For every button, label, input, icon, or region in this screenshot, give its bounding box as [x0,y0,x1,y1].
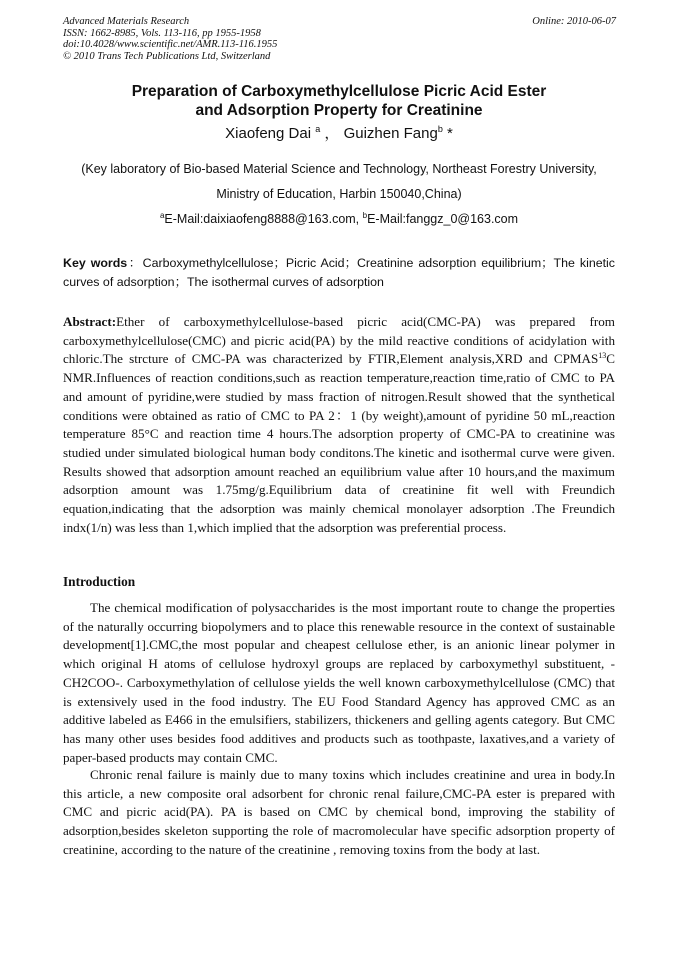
journal-name: Advanced Materials Research [63,16,190,27]
journal-header [63,16,616,62]
introduction-paragraph-2: Chronic renal failure is mainly due to many toxins which includes creatinine and urea in body.In this article, a new composite oral adsorbent for chronic renal failure,CMC-PA ester is prepared with CMC and picric acid(PA). PA is based on CMC by chemical bond, improving the stability of adsorption,besides skeleton supporting the role of macromolecular have specific adsorption property of creatinine, according to the nature of the creatinine , removing toxins from the body at last. [63,767,615,857]
introduction-heading: Introduction [63,574,136,589]
abstract-label: Abstract: [63,314,117,329]
author-2: Guizhen Fang [343,125,438,142]
online-date: Online: 2010-06-07 [532,16,616,27]
author-list [40,125,638,143]
abstract-text-2: C NMR.Influences of reaction conditions,such as reaction temperature,reaction time,ratio of CMC to PA and amount of pyridine,were studied by mass fraction of nitrogen.Result showed that the synthetical conditions were obtained as ratio of CMC to PA 2：1 (by weight),amount of pyridine 50 mL,reaction temperature 85°C and reaction time 4 hours.The adsorption property of CMC-PA to creatinine was studied under simulated biological human body conditons.The kinetic and isothermal curve were given. Results showed that adsorption amount reached an equilibrium value after 10 hours,and the maximum adsorption amount was 1.75mg/g.Equilibrium data of creatinine fit well with Freundich equation,indicating that the adsorption was mainly chemical monolayer adsorption .The Freundich indx(1/n) was less than 1,which implied that the adsorption was preferential process. [63,351,615,535]
keywords-label: Key words [63,256,128,270]
email-a-superscript: a [159,211,165,220]
keywords-block [63,254,615,292]
corresponding-mark: * [447,125,453,142]
abstract-text-1: Ether of carboxymethylcellulose-based picric acid(CMC-PA) was prepared from carboxymethylcellulose(CMC) and picric acid(PA) by the mild reactive conditions of acidylation with chloric.The strcture of CMC-PA was characterized by FTIR,Element analysis,XRD and CPMAS [63,314,615,367]
introduction-paragraph-1: The chemical modification of polysaccharides is the most important route to change the properties of the naturally occurring biopolymers and to place this renewable resource in the context of sustainable development[1].CMC,the most popular and cheapest cellulose ether, is an anionic linear polymer in which original H atoms of cellulose hydroxyl groups are replaced by carboxymethyl substituent, -CH2COO-. Carboxymethylation of cellulose yields the well known carboxymethylcellulose (CMC) that is extensively used in the food industry. The EU Food Standard Agency has approved CMC as an additive labeled as E466 in the emulsifiers, stabilizers, thickeners and gelling agents category. But CMC has many other uses besides food additives and products such as toothpaste, laxatives,and a variety of paper-based products may contain CMC. [63,600,615,765]
email-line [40,212,638,227]
issn-line: ISSN: 1662-8985, Vols. 113-116, pp 1955-1958 [63,27,261,39]
author-separator: ， [324,125,340,142]
affiliation-line-2: Ministry of Education, Harbin 150040,China) [216,187,462,201]
paper-title [40,82,638,120]
email-b: E-Mail:fanggz_0@163.com [367,212,519,226]
copyright-line: © 2010 Trans Tech Publications Ltd, Switzerland [63,50,271,62]
keywords-text: ：Carboxymethylcellulose；Picric Acid；Creatinine adsorption equilibrium；The kinetic curves of adsorption；The isothermal curves of adsorption [63,256,615,289]
doi-line: doi:10.4028/www.scientific.net/AMR.113-116.1955 [63,39,278,50]
email-b-superscript: b [362,211,368,220]
email-a: E-Mail:daixiaofeng8888@163.com, [164,212,363,226]
author-2-superscript: b [437,124,443,134]
author-1: Xiaofeng Dai [225,125,312,142]
author-1-superscript: a [315,124,321,134]
affiliation-line-1: (Key laboratory of Bio-based Material Science and Technology, Northeast Forestry University, [81,162,597,176]
abstract-block [63,313,615,537]
abstract-superscript: 13 [598,351,607,361]
title-line-2: and Adsorption Property for Creatinine [195,102,483,119]
title-line-1: Preparation of Carboxymethylcellulose Picric Acid Ester [131,83,547,100]
